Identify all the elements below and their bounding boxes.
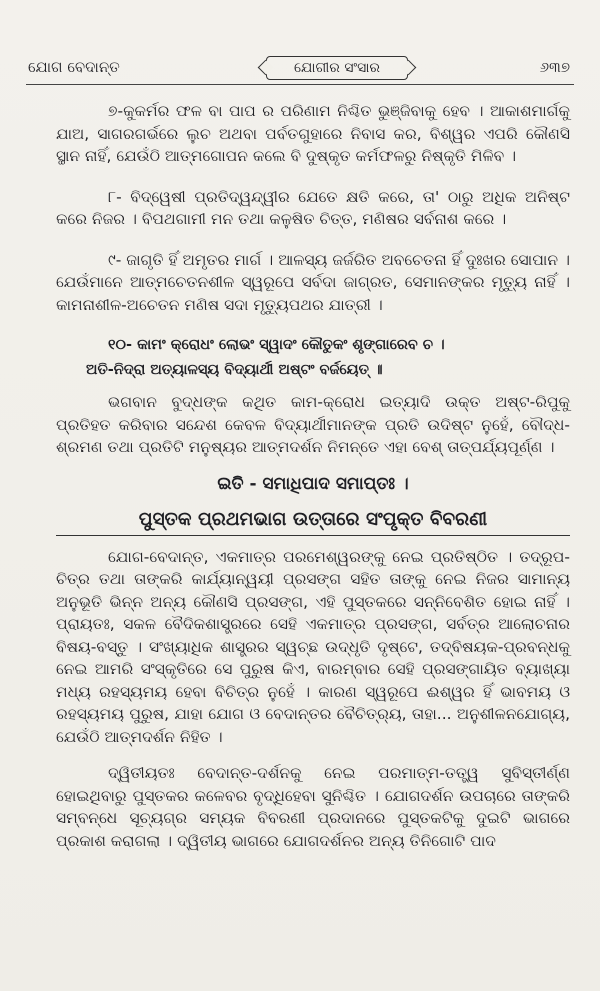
page-number: ୬୩୭: [539, 58, 570, 76]
paragraph-7: ୭-କୁକର୍ମର ଫଳ ବା ପାପ ର ପରିଣାମ ନିଶ୍ଚିତ ଭୁଞ୍ଜିବାକୁ ହେବ । ଆକାଶମାର୍ଗକୁ ଯାଅ, ସାଗରଗର୍ଭରେ ଲୁଚ ଅଥବା ପର୍ବତଗୁହାରେ ନିବାସ କର, ବିଶ୍ୱର ଏପରି କୌଣସି ସ୍ଥାନ ନାହିଁ, ଯେଉଁଠି ଆତ୍ମଗୋପନ କଲେ ବି ଦୁଷ୍କୃତ କର୍ମଫଳରୁ ନିଷ୍କୃତି ମିଳିବ ।: [56, 102, 570, 165]
appendix-heading: ପୁସ୍ତକ ପ୍ରଥମଭାଗ ଉତ୍ତାରେ ସଂପୃକ୍ତ ବିବରଣୀ: [56, 509, 570, 536]
paragraph-9: ୯- ଜାଗୃତି ହିଁ ଅମୃତର ମାର୍ଗ । ଆଳସ୍ୟ ଜର୍ଜରିତ ଅବଚେତନା ହିଁ ଦୁଃଖର ସୋପାନ । ଯେଉଁମାନେ ଆତ୍ମଚେତନଶୀଳ ସ୍ୱରୂପେ ସର୍ବଦା ଜାଗ୍ରତ, ସେମାନଙ୍କର ମୃତ୍ୟୁ ନାହିଁ । କାମନାଶୀଳ-ଅଚେତନ ମଣିଷ ସଦା ମୃତ୍ୟୁପଥର ଯାତ୍ରୀ ।: [56, 250, 570, 314]
verse-line-1: ୧୦- କାମଂ କ୍ରୋଧଂ ଲୋଭଂ ସ୍ୱାଦଂ କୌତୁକଂ ଶୃଙ୍ଗାରେବ ଚ ।: [108, 337, 445, 353]
verse-line-2: ଅତି-ନିଦ୍ରା ଅତ୍ୟାଳସ୍ୟ ବିଦ୍ୟାର୍ଥୀ ଅଷ୍ଟଂ ବର୍ଜୟେତ୍ ॥: [86, 361, 383, 378]
paragraph-11: ଯୋଗ-ବେଦାନ୍ତ, ଏକମାତ୍ର ପରମେଶ୍ୱରଙ୍କୁ ନେଇ ପ୍ରତିଷ୍ଠିତ । ତଦ୍ରୂପ-ଚିତ୍ର ତଥା ତାଙ୍କରି କାର୍ଯ୍ୟାନ୍ୱୟୀ ପ୍ରସଙ୍ଗ ସହିତ ତାଙ୍କୁ ନେଇ ନିଜର ସାମାନ୍ୟ ଅନୁଭୂତି ଭିନ୍ନ ଅନ୍ୟ କୌଣସି ପ୍ରସଙ୍ଗ, ଏହି ପୁସ୍ତକରେ ସନ୍ନିବେଶିତ ହୋଇ ନାହିଁ । ପ୍ରାୟତଃ, ସକଳ ବୈଦିକଶାସ୍ତ୍ରରେ ସେହି ଏକମାତ୍ର ପ୍ରସଙ୍ଗ, ସର୍ବତ୍ର ଆଲୋଚନାର ବିଷୟ-ବସ୍ତୁ । ସଂଖ୍ୟାଧିକ ଶାସ୍ତ୍ରର ସ୍ୱଚ୍ଛ ଉଦ୍ଧୃତି ଦୃଷ୍ଟେ, ତଦ୍ବିଷୟକ-ପ୍ରବନ୍ଧକୁ ନେଇ ଆମରି ସଂସ୍କୃତିରେ ସେ ପୁରୁଷ କିଏ, ବାରମ୍ବାର ସେହି ପ୍ରସଙ୍ଗାୟିତ ବ୍ୟାଖ୍ୟା ମଧ୍ୟ ରହସ୍ୟମୟ ହେବା ବିଚିତ୍ର ନୁହେଁ । କାରଣ ସ୍ୱରୂପେ ଈଶ୍ୱର ହିଁ ଭାବମୟ ଓ ରହସ୍ୟମୟ ପୁରୁଷ, ଯାହା ଯୋଗ ଓ ବେଦାନ୍ତର ବୈଚିତ୍ର୍ୟ, ତାହା... ଅନୁଶୀଳନଯୋଗ୍ୟ, ଯେଉଁଠି ଆତ୍ମଦର୍ଶନ ନିହିତ ।: [56, 547, 570, 746]
page-body: [56, 100, 570, 870]
paragraph-10: ଭଗବାନ ବୁଦ୍ଧଙ୍କ କଥିତ କାମ-କ୍ରୋଧ ଇତ୍ୟାଦି ଉକ୍ତ ଅଷ୍ଟ-ରିପୁକୁ ପ୍ରତିହତ କରିବାର ସନ୍ଦେଶ କେବଳ ବିଦ୍ୟାର୍ଥୀମାନଙ୍କ ପ୍ରତି ଉଦିଷ୍ଟ ନୁହେଁ, ବୌଦ୍ଧ-ଶ୍ରମଣ ତଥା ପ୍ରତିଟି ମନୁଷ୍ୟର ଆତ୍ମଦର୍ଶନ ନିମନ୍ତେ ଏହା ବେଶ୍ ତାତ୍ପର୍ଯ୍ୟପୂର୍ଣ୍ଣ ।: [56, 393, 570, 456]
section-end-heading: ଇତି - ସମାଧିପାଦ ସମାପ୍ତଃ ।: [217, 473, 409, 494]
header-chapter-title: ଯୋଗୀର ସଂସାର: [266, 56, 408, 80]
running-header: [28, 50, 570, 86]
paragraph-12: ଦ୍ୱିତୀୟତଃ ବେଦାନ୍ତ-ଦର୍ଶନକୁ ନେଇ ପରମାତ୍ମ-ତତ୍ତ୍ୱ ସୁବିସ୍ତୀର୍ଣ୍ଣ ହୋଇଥିବାରୁ ପୁସ୍ତକର କଳେବର ବୃଦ୍ଧିହେବା ସୁନିଶ୍ଚିତ । ଯୋଗଦର୍ଶନ ଉପଚାରେ ତାଙ୍କରି ସମ୍ବନ୍ଧେ ସୂଚ୍ୟଗ୍ର ସମ୍ୟକ ବିବରଣୀ ପ୍ରଦାନରେ ପୁସ୍ତକଟିକୁ ଦୁଇଟି ଭାଗରେ ପ୍ରକାଶ କରାଗଲା । ଦ୍ୱିତୀୟ ଭାଗରେ ଯୋଗଦର୍ଶନର ଅନ୍ୟ ତିନିଗୋଟି ପାଦ: [56, 764, 570, 850]
header-rule: [26, 84, 574, 85]
header-book-title: ଯୋଗ ବେଦାନ୍ତ: [28, 58, 120, 76]
paragraph-8: ୮- ବିଦ୍ୱେଷୀ ପ୍ରତିଦ୍ୱନ୍ଦ୍ୱୀର ଯେତେ କ୍ଷତି କରେ, ତା' ଠାରୁ ଅଧିକ ଅନିଷ୍ଟ କରେ ନିଜର । ବିପଥଗାମୀ ମନ ତଥା କଳୁଷିତ ଚିତ୍ତ, ମଣିଷର ସର୍ବନାଶ କରେ ।: [56, 187, 570, 228]
